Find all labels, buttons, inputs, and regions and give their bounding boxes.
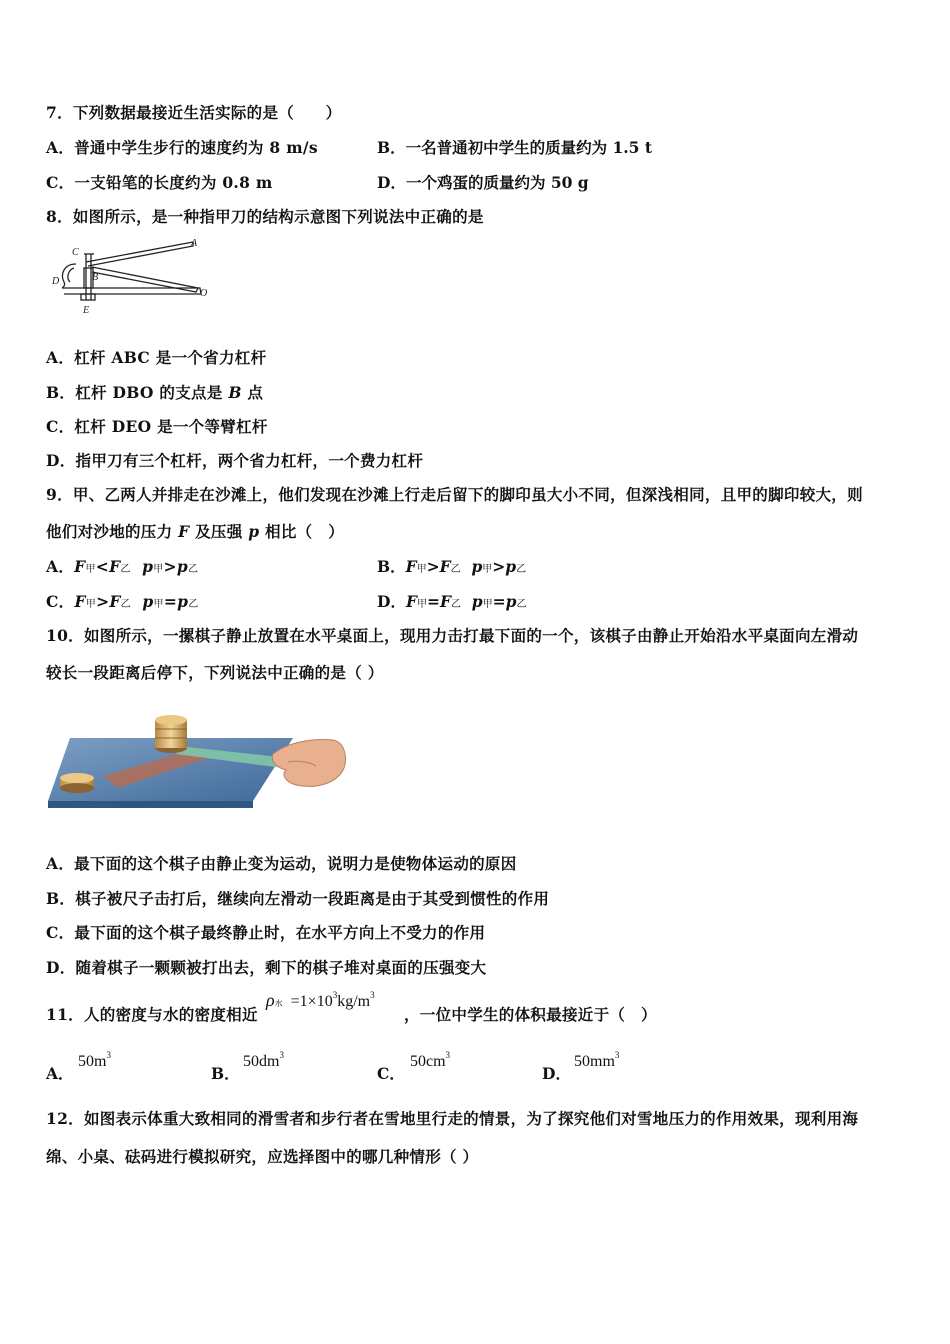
q11-option-d-label: D． — [542, 1064, 571, 1083]
struck-coin — [60, 773, 94, 793]
q9-a-f1: F — [74, 557, 86, 576]
q9-stem-mid: 及压强 — [189, 522, 249, 541]
q9-b-p2: p — [505, 557, 517, 576]
q9-option-c — [46, 590, 199, 612]
q8-option-b-pre: B．杠杆 DBO 的支点是 — [46, 383, 229, 402]
q9-c-f1: F — [74, 592, 86, 611]
q8-option-b-post: 点 — [241, 383, 264, 402]
q8-option-a: A．杠杆 ABC 是一个省力杠杆 — [46, 348, 267, 367]
q9-b-label: B． — [377, 557, 406, 576]
q9-a-sub2: 乙 — [120, 564, 131, 575]
q11-d-val: 50mm — [574, 1053, 615, 1070]
q9-d-f2: F — [439, 592, 451, 611]
fig-label-b: B — [92, 272, 99, 283]
q7-option-a: A．普通中学生步行的速度约为 8 m/s — [46, 138, 318, 157]
q9-b-p1: p — [471, 557, 483, 576]
q9-stem-f: F — [178, 522, 190, 541]
q11-stem-pre: 11．人的密度与水的密度相近 — [46, 1005, 258, 1024]
q9-c-sub1: 甲 — [85, 599, 97, 610]
q11-rho: ρ — [266, 990, 275, 1010]
fig-label-c: C — [72, 247, 79, 258]
q11-c-exp: 3 — [445, 1050, 451, 1060]
q9-d-sub4: 乙 — [516, 599, 527, 610]
q11-formula-exp: 3 — [332, 990, 338, 1000]
q9-a-sub1: 甲 — [85, 564, 96, 575]
q9-a-label: A． — [46, 557, 75, 576]
q9-b-sub1: 甲 — [416, 564, 427, 575]
q9-b-f2: F — [439, 557, 451, 576]
q8-option-b — [46, 381, 263, 403]
q9-c-sub4: 乙 — [188, 599, 199, 610]
q8-option-c: C．杠杆 DEO 是一个等臂杠杆 — [46, 417, 268, 436]
q10-option-a: A．最下面的这个棋子由静止变为运动，说明力是使物体运动的原因 — [46, 854, 517, 873]
q9-c-p2: p — [177, 592, 189, 611]
q10-option-c: C．最下面的这个棋子最终静止时，在水平方向上不受力的作用 — [46, 923, 486, 942]
q9-stem-line2 — [46, 520, 344, 542]
q9-a-rel1: < — [95, 557, 110, 576]
q9-c-f2: F — [109, 592, 121, 611]
q11-d-exp: 3 — [614, 1050, 620, 1060]
q9-option-a — [46, 555, 198, 577]
q9-c-sub2: 乙 — [120, 599, 131, 610]
q7-stem: 7．下列数据最接近生活实际的是（ ） — [46, 103, 342, 122]
q11-rho-sub: 水 — [274, 999, 283, 1008]
q11-option-b-value — [243, 1050, 284, 1071]
q9-d-sub2: 乙 — [450, 599, 461, 610]
q9-c-p1: p — [142, 592, 154, 611]
nail-clipper-diagram — [48, 234, 218, 316]
q11-density-formula — [266, 990, 375, 1011]
q12-stem-line1: 12．如图表示体重大致相同的滑雪者和步行者在雪地里行走的情景，为了探究他们对雪地压力的作用效果，现利用海 — [46, 1109, 859, 1128]
q11-option-d-value — [574, 1050, 619, 1071]
q9-d-rel2: = — [492, 592, 506, 611]
q9-b-rel1: > — [426, 557, 440, 576]
chess-stack-illustration — [48, 706, 348, 811]
q9-a-p1: p — [142, 557, 154, 576]
q9-option-d — [377, 590, 526, 612]
q9-option-b — [377, 555, 526, 577]
fig-label-a: A — [191, 238, 198, 249]
q9-d-p2: p — [505, 592, 517, 611]
q7-option-d: D．一个鸡蛋的质量约为 50 g — [377, 173, 589, 192]
q9-d-rel1: = — [426, 592, 440, 611]
q11-a-exp: 3 — [106, 1050, 111, 1060]
q9-d-p1: p — [471, 592, 483, 611]
q9-d-sub3: 甲 — [482, 599, 493, 610]
fig-label-d: D — [52, 276, 60, 287]
q11-stem-post: ，一位中学生的体积最接近于（ ） — [404, 1005, 657, 1024]
q9-stem-line1: 9．甲、乙两人并排走在沙滩上，他们发现在沙滩上行走后留下的脚印虽大小不同，但深浅相同，且甲的脚印较大，则 — [46, 485, 863, 504]
q9-b-f1: F — [405, 557, 417, 576]
q9-stem-post: 相比（ ） — [259, 522, 345, 541]
q9-d-sub1: 甲 — [416, 599, 427, 610]
q10-stem-line1: 10．如图所示，一摞棋子静止放置在水平桌面上，现用力击打最下面的一个，该棋子由静止开始沿水平桌面向左滑动 — [46, 626, 859, 645]
q11-b-exp: 3 — [279, 1050, 284, 1060]
q9-b-sub3: 甲 — [482, 564, 493, 575]
q9-a-rel2: > — [163, 557, 177, 576]
q11-b-val: 50dm — [243, 1053, 280, 1070]
q11-formula-unit-exp: 3 — [370, 990, 375, 1000]
q9-c-label: C． — [46, 592, 75, 611]
q9-c-rel2: = — [163, 592, 178, 611]
fig-label-e: E — [83, 305, 90, 316]
q11-option-b-label: B． — [211, 1064, 240, 1083]
q8-stem: 8．如图所示，是一种指甲刀的结构示意图下列说法中正确的是 — [46, 207, 484, 226]
q11-a-val: 50m — [78, 1053, 107, 1070]
q11-option-c-label: C． — [377, 1064, 405, 1083]
q11-option-a-label: A． — [46, 1064, 74, 1083]
q11-c-val: 50cm — [410, 1053, 446, 1070]
q11-formula-unit: kg/m — [337, 993, 371, 1010]
q10-option-b: B．棋子被尺子击打后，继续向左滑动一段距离是由于其受到惯性的作用 — [46, 889, 550, 908]
q8-option-d: D．指甲刀有三个杠杆，两个省力杠杆，一个费力杠杆 — [46, 451, 424, 470]
q9-a-f2: F — [109, 557, 121, 576]
q7-option-b: B．一名普通初中学生的质量约为 1.5 t — [377, 138, 653, 157]
q9-c-rel1: > — [96, 592, 110, 611]
q9-a-sub4: 乙 — [187, 564, 199, 575]
q9-a-p2: p — [176, 557, 188, 576]
q9-d-f1: F — [405, 592, 417, 611]
coin-stack — [155, 715, 187, 753]
fig-label-o: O — [200, 288, 208, 299]
q7-option-c: C．一支铅笔的长度约为 0.8 m — [46, 173, 273, 192]
q8-option-b-point: B — [228, 383, 242, 402]
q9-b-sub2: 乙 — [450, 564, 461, 575]
q9-stem-pre: 他们对沙地的压力 — [46, 522, 179, 541]
q11-formula-value: =1×10 — [290, 993, 333, 1010]
q9-b-rel2: > — [492, 557, 506, 576]
q9-b-sub4: 乙 — [516, 564, 527, 575]
q11-option-c-value — [410, 1050, 450, 1071]
q10-stem-line2: 较长一段距离后停下，下列说法中正确的是（ ） — [46, 663, 384, 682]
q12-stem-line2: 绵、小桌、砝码进行模拟研究，应选择图中的哪几种情形（ ） — [46, 1147, 479, 1166]
q9-d-label: D． — [377, 592, 406, 611]
q11-option-a-value — [78, 1050, 111, 1071]
q9-a-sub3: 甲 — [153, 564, 164, 575]
q10-option-d: D．随着棋子一颗颗被打出去，剩下的棋子堆对桌面的压强变大 — [46, 958, 487, 977]
q9-c-sub3: 甲 — [153, 599, 164, 610]
q9-stem-p: p — [248, 522, 260, 541]
